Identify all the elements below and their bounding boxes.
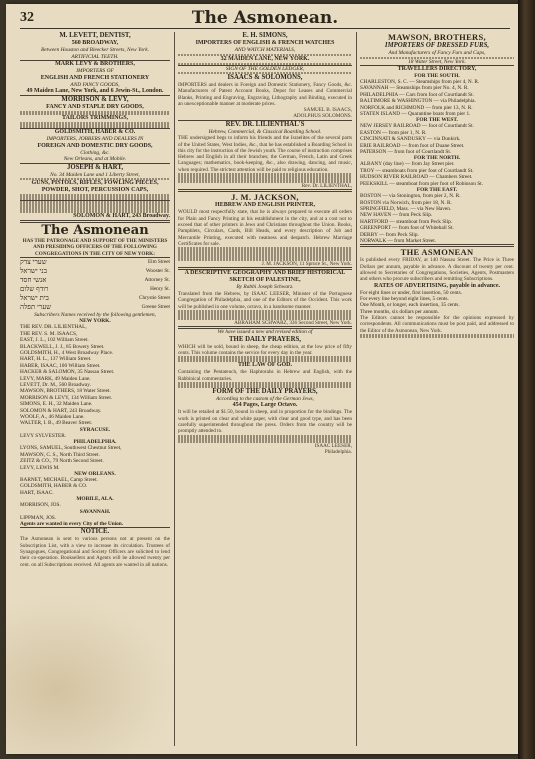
city-heading: MOBILE, ALA.: [76, 496, 114, 503]
agents-wanted: Agents are wanted in every City of the Union.: [20, 520, 124, 527]
list-item: NORFOLK and RICHMOND — from pier 13, N. R.: [360, 104, 473, 111]
subscribers-note: Subscribers Names received by the following gentlemen,: [34, 311, 156, 318]
ad-form-sub: According to the custom of the German Jews,: [215, 395, 314, 402]
list-item: NEW HAVEN — from Peck Slip.: [360, 212, 433, 219]
ad-form-text: It will be retailed at $1.50, bound in sheep, and in proportion for the bindings. The work is printed on clear and white paper, with clear and good type, and has been carefully superintended throughout the press. Orders from the country will be promptly attended to.: [178, 409, 352, 435]
ad-form-head: FORM OF THE DAILY PRAYERS,: [212, 387, 318, 395]
ad-lilienthal-sub: Hebrew, Commercial, & Classical Boarding School.: [208, 128, 322, 135]
ad-goldsmith-name: GOLDSMITH, HABER & CO.: [54, 129, 136, 135]
route-heading: FOR THE EAST.: [416, 187, 458, 194]
list-item: ZEITZ & CO., 79 North Second Street.: [20, 458, 104, 465]
list-item: STATEN ISLAND — Quarantine boats from pier 1.: [360, 111, 471, 118]
list-item: EASTON — from pier 1, N. R.: [360, 129, 427, 136]
agents-list: [20, 324, 170, 427]
list-item: SAVANNAH — Steamships from pier No. 4, N. R.: [360, 85, 469, 92]
list-item: HUDSON RIVER RAILROAD — Chambers Street.: [360, 174, 473, 181]
book-spine: [518, 0, 535, 759]
ad-mawson-text: And Manufacturers of Fancy Furs and Caps,: [388, 50, 486, 56]
list-item: CHARLESTON, S. C. — Steamships from pier 4, N. R.: [360, 79, 480, 85]
notice-text: The Asmonean is sent to various persons not at present on the Subscription List, with a view to increase its circulation. Trustees of Synagogues, Congregational and Society Officers are solicited to lend their co-operation. Booksellers and Agents will be allowed twenty per cent. on all Subscriptions received. All agents are wanted in all nations.: [20, 536, 170, 568]
ad-levy-name: MARK LEVY & BROTHERS,: [55, 61, 135, 67]
ad-levy-line1: ENGLISH AND FRENCH STATIONERY: [40, 74, 150, 81]
city-heading: SAVANNAH.: [79, 508, 111, 515]
asmonean-closing: The Editors cannot be responsible for the opinions expressed by correspondents. All communications must be post paid, and addressed to the Editor of the Asmonean, New York.: [360, 315, 514, 334]
list-item: TROY — steamboats from pier foot of Courtlandt St.: [360, 167, 474, 174]
list-item: WOOLF, A., 46 Maiden Lane.: [20, 414, 85, 421]
ad-levy-addr: IMPORTERS OF: [76, 68, 114, 74]
rates-list: [360, 290, 514, 316]
list-item: ALBANY (day line) — from Jay Street pier.: [360, 161, 455, 168]
list-item: PEEKSKILL — steamboat from pier foot of Robinson St.: [360, 180, 483, 187]
ad-levett-name: M. LEVETT, DENTIST,: [59, 32, 131, 39]
ad-lilienthal-name: REV. DR. LILIENTHAL'S: [225, 120, 305, 128]
ad-form-pages: 454 Pages, Large Octavo.: [232, 402, 298, 409]
list-item: MORRISON & LEVY, 134 William Street.: [20, 394, 113, 401]
list-item: ERIE RAILROAD — from foot of Duane Street.: [360, 142, 465, 149]
list-item: BLACKWELL, J. J., 85 Bowery Street.: [20, 343, 105, 350]
list-item: THE REV. S. M. ISAACS,: [20, 330, 78, 337]
routes-list: [360, 79, 514, 117]
ad-mawson-name: MAWSON, BROTHERS,: [388, 32, 486, 42]
column-1: [20, 32, 170, 750]
ad-solomon-hart: SOLOMON & HART, 243 Broadway.: [73, 213, 170, 219]
list-item: SOLOMON & HART, 243 Broadway.: [20, 407, 102, 414]
list-item: GOLDSMITH, H., 4 West Broadway Place.: [20, 350, 114, 357]
asmonean-terms-text: Is published every FRIDAY, at 140 Nassau Street. The Price is Three Dollars per annum, payable in advance. A discount of twenty per cent. allowed to Secretaries of Congregations, Societies, Agents, Postmasters and others who procure subscribers and remitting Subscriptions.: [360, 257, 514, 283]
hebrew-name: בית ישראל: [20, 293, 49, 302]
city-heading: PHILADELPHIA.: [73, 439, 117, 446]
list-item: SPRINGFIELD, Mass. — via New Haven.: [360, 205, 452, 212]
routes-list: [360, 161, 514, 187]
ad-hart-name: JOSEPH & HART,: [66, 163, 124, 171]
city-heading: SYRACUSE.: [79, 426, 111, 433]
list-item: NEW JERSEY RAILROAD — foot of Courtlandt St.: [360, 123, 474, 130]
city-heading: NEW YORK.: [79, 318, 111, 325]
list-item: LYONS, SAMUEL, Southwest Chestnut Street,: [20, 445, 122, 452]
list-item: BOSTON via Norwich, from pier 18, N. R.: [360, 199, 452, 206]
ad-geography-author: By Rabbi Joseph Schwarz.: [236, 284, 294, 291]
ad-prayers-head: THE DAILY PRAYERS,: [229, 335, 301, 343]
list-item: For eight lines or under, first insertion, 50 cents.: [360, 289, 463, 296]
list-item: HACKER & SALOMON, 35 Nassau Street.: [20, 369, 115, 376]
list-item: HARTFORD — steamboat from Peck Slip.: [360, 218, 453, 225]
ad-isaacs-sig1: SAMUEL B. ISAACS,: [303, 107, 352, 114]
list-item: CINCINNATI & SANDUSKY — via Dunkirk.: [360, 136, 461, 143]
page-header: [20, 10, 510, 29]
city-heading: NEW ORLEANS.: [74, 470, 116, 477]
ad-hart-line1: GUNS, PISTOLS, RIFLES, FOWLING PIECES,: [31, 180, 159, 186]
agent: LIPPMAN, JOS.: [20, 514, 57, 521]
ad-isaacs-sig2: ADOLPHUS SOLOMONS.: [293, 113, 352, 120]
route-heading: FOR THE SOUTH.: [414, 73, 460, 79]
ad-geography-text: Translated from the Hebrew, by ISAAC LEESER, Minister of the Portuguese Congregation of Philadelphia, and one of the Editors of the Occident. This work will be published in one volume, octavo, in a handsome manner.: [178, 290, 352, 310]
list-item: HABER, ISAAC, 100 William Street.: [20, 362, 101, 369]
list-item: LEVETT, Dr. M., 560 Broadway.: [20, 382, 91, 389]
ad-jackson-text: WOULD most respectfully state, that he is always prepared to execute all orders for Plain and Fancy Printing at his establishment in the city, and at a cost not to exceed that of other printers in Jews and Christians throughout the Union. Books, Pamphlets, Circulars, Cards, Bill Heads, and every description of Job and Mercantile Printing, executed with neatness and despatch. Hebrew Marriage Certificates for sale.: [178, 209, 352, 247]
list-item: BOSTON — via Stonington, from pier 2, N. R.: [360, 193, 461, 200]
agent: MORRISON, JOS.: [20, 502, 61, 509]
list-item: GREENPORT — from foot of Whitehall St.: [360, 225, 454, 232]
ad-geography-head: A DESCRIPTIVE GEOGRAPHY AND BRIEF HISTORICAL SKETCH OF PALESTINE,: [184, 270, 346, 284]
ad-morrison-name: MORRISON & LEVY,: [61, 96, 129, 103]
ad-levett-sub: Between Houston and Bleecker Streets, New York.: [41, 47, 149, 53]
travellers-directory-head: TRAVELLERS DIRECTORY,: [397, 66, 477, 72]
list-item: DERBY — from Peck Slip.: [360, 231, 419, 238]
ad-morrison-line1: FANCY AND STAPLE DRY GOODS,: [46, 104, 144, 110]
list-item: PATERSON — from foot of Courtlandt St.: [360, 149, 452, 156]
hebrew-name: שערי תפלה: [20, 302, 52, 311]
routes-list: [360, 123, 514, 155]
list-item: GOLDSMITH, HABER & CO.: [20, 483, 88, 490]
ad-mawson-addr: 18 Water Street, New York.: [408, 58, 466, 65]
column-3: [360, 32, 514, 750]
notice-heading: NOTICE.: [80, 528, 110, 536]
ad-isaacs-text: IMPORTERS and dealers in Foreign and Domestic Stationery, Fancy Goods, &c. Manufacturers of Patent Account Books, Depot for Leases and Commercial Blanks, Printing and Engraving, Engraving, Lithography and Binding, executed in an unexceptionable manner at moderate prices.: [178, 82, 352, 107]
page-number: 32: [20, 10, 34, 25]
ad-lilienthal-sig: Rev. Dr. LILIENTHAL,: [301, 183, 352, 190]
ad-goldsmith-line2: FOREIGN AND DOMESTIC DRY GOODS,: [37, 142, 153, 149]
asmonean-terms-head: THE ASMONEAN: [400, 247, 474, 258]
hebrew-name: אנשי חסד: [20, 275, 47, 284]
running-title: The Asmonean.: [191, 8, 339, 28]
ad-simons-line2: AND WATCH MATERIALS,: [234, 47, 296, 53]
ad-hart-line2: POWDER, SHOT, PERCUSSION CAPS,: [41, 187, 149, 193]
asmonean-title: The Asmonean: [41, 223, 149, 238]
list-item: Three months, six dollars per annum.: [360, 308, 439, 315]
ad-golden-ledger: SIGN OF THE GOLDEN LEDGER,: [225, 65, 305, 72]
agents-list: [20, 445, 170, 464]
hebrew-name: בני ישראל: [20, 266, 47, 275]
ad-goldsmith-line4: New Orleans, and at Mobile.: [63, 156, 127, 162]
ad-goldsmith-line1: IMPORTERS, JOBBERS AND DEALERS IN: [46, 136, 144, 142]
ad-morrison-line2: TAILORS TRIMMINGS,: [61, 115, 129, 121]
ad-prayers-text: WHICH will be sold, bound in sheep, the cheap edition, at the low price of fifty cents. This volume contains the service for every day in the year.: [178, 343, 352, 356]
ad-levett-address: 560 BROADWAY,: [71, 40, 119, 46]
ad-levy-line2: AND FANCY GOODS,: [70, 81, 120, 88]
ad-simons-line1: IMPORTERS OF ENGLISH & FRENCH WATCHES: [195, 40, 335, 46]
list-item: EAST, J. L., 102 William Street.: [20, 337, 89, 344]
asmonean-patronage: HAS THE PATRONAGE AND SUPPORT OF THE MINISTERS AND PRESIDING OFFICERS OF THE FOLLOWING CONGREGATIONS IN THE CITY OF NEW YORK:: [22, 238, 168, 257]
ad-prayers-lead: We have issued a new and revised edition of: [217, 329, 313, 336]
agents-list: [20, 477, 170, 496]
list-item: WALTER, I. B., 49 Beaver Street.: [20, 420, 93, 427]
ad-simons-name: E. H. SIMONS,: [242, 32, 288, 39]
list-item: PHILADELPHIA — Cars from foot of Courtlandt St.: [360, 91, 474, 98]
ad-levett-note: ARTIFICIAL TEETH.: [71, 53, 119, 60]
agent: LEVY SYLVESTER.: [20, 432, 67, 439]
rates-head: RATES OF ADVERTISING, payable in advance.: [374, 282, 500, 289]
congregation-list: שערי צדק Elm Street בני ישראל Wooster St. אנשי חסד Attorney St. רודף שלום Henry St. בית ישראל Chrystie Street שערי תפלה Greene Street: [20, 257, 170, 311]
list-item: MAWSON, BROTHERS, 18 Water Street.: [20, 388, 111, 395]
column-rule: [174, 32, 175, 746]
list-item: MAWSON, C. S., North Third Street.: [20, 451, 100, 458]
list-item: THE REV. DR. LILIENTHAL,: [20, 324, 87, 331]
ad-law-head: THE LAW OF GOD.: [237, 362, 292, 369]
route-heading: FOR THE NORTH.: [413, 155, 461, 162]
ad-hart-addr: No. 34 Maiden Lane and 1 Liberty Street,: [50, 171, 140, 178]
ad-mawson-sub: IMPORTERS OF DRESSED FURS,: [384, 42, 490, 49]
list-item: LEVY, MARK, 49 Maiden Lane.: [20, 375, 91, 382]
list-item: SIMONS, E. H., 32 Maiden Lane.: [20, 401, 93, 408]
list-item: HART, H. L., 137 William Street.: [20, 356, 92, 363]
ad-form-sig1: ISAAC LEESER,: [314, 442, 352, 449]
ad-law-text: Containing the Pentateuch, the Haphtorahs in Hebrew and English, with the Rabbinical commentaries.: [178, 369, 352, 382]
column-rule: [356, 32, 357, 746]
list-item: One Month, or longer, each insertion, 35 cents.: [360, 302, 460, 309]
agent: LEVY, LEWIS M.: [20, 464, 60, 471]
hebrew-name: שערי צדק: [20, 257, 47, 266]
hebrew-name: רודף שלום: [20, 284, 49, 293]
list-item: NORWALK — from Market Street.: [360, 237, 437, 244]
column-2: [178, 32, 352, 750]
ad-form-sig2: Philadelphia.: [324, 448, 352, 455]
list-item: For every line beyond eight lines, 5 cents.: [360, 295, 449, 302]
ad-isaacs-name: ISAACS & SOLOMONS,: [227, 74, 303, 81]
ad-goldsmith-line3: Clothing, &c.: [80, 149, 110, 156]
ad-simons-addr: 32 MAIDEN LANE, NEW YORK.: [220, 55, 310, 62]
list-item: BARNET, MICHAEL, Camp Street.: [20, 476, 98, 483]
ad-lilienthal-text: THE undersigned begs to inform his friends and the Israelites of the several parts of the United States, West Indies, &c., that he has established a Boarding School in this city for the instruction of the Jewish youth. The course of instruction comprises Hebrew and English in all their branches; the German, French, Latin and Greek Languages; mathematics, book-keeping, &c., also drawing, dancing, and music, when required. The strictest attention will be paid to religious education.: [178, 135, 352, 173]
ad-jackson-sig: J. M. JACKSON, 11 Spruce St., New York.: [261, 261, 352, 268]
routes-list: [360, 193, 514, 244]
route-heading: FOR THE WEST.: [416, 117, 458, 124]
newspaper-page: [6, 4, 518, 754]
list-item: HART, ISAAC.: [20, 489, 54, 496]
list-item: BALTIMORE & WASHINGTON — via Philadelphia.: [360, 98, 476, 105]
ad-jackson-sub: HEBREW AND ENGLISH PRINTER,: [215, 202, 315, 209]
ad-geography-sig: ABRAHAM SCHWARZ, 336 Second Street, New York.: [234, 319, 352, 326]
ad-jackson-name: J. M. JACKSON,: [231, 192, 299, 203]
ad-levy-line3: 49 Maiden Lane, New York, and 6 Jewin-St., London.: [26, 88, 164, 94]
